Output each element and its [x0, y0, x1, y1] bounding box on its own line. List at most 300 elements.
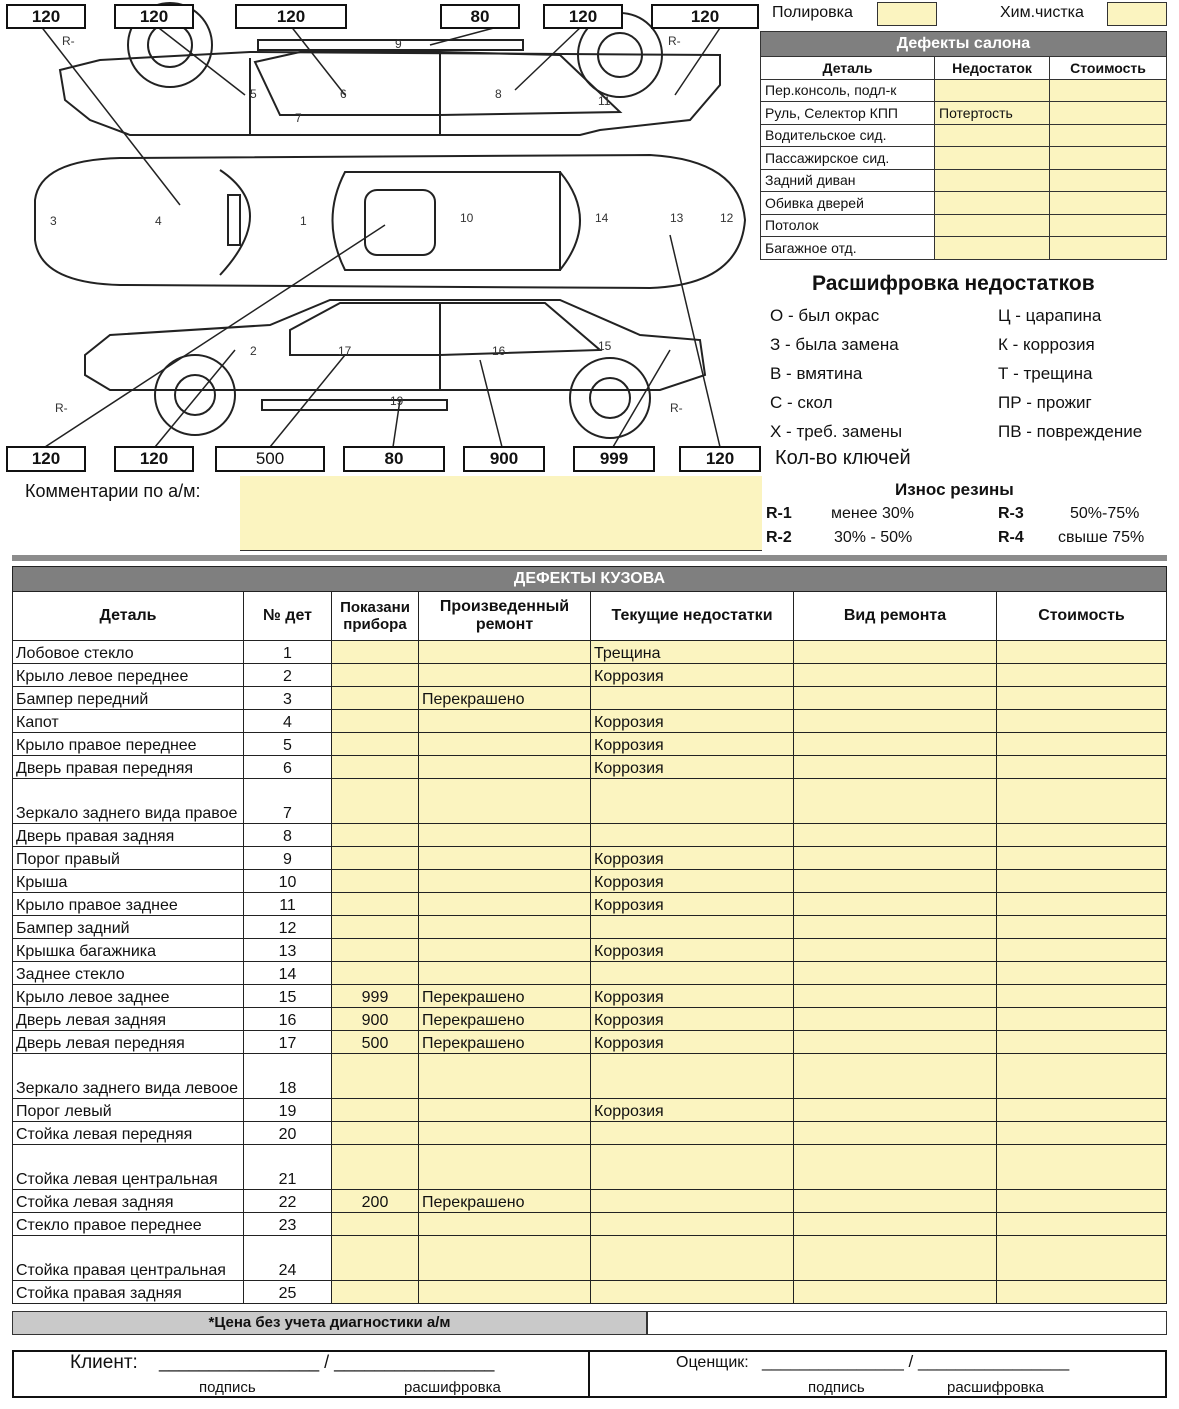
part-label-17: 17 [338, 344, 352, 358]
body-defect-cell[interactable] [591, 1054, 794, 1099]
body-repair-cell[interactable] [419, 1281, 591, 1304]
body-defect-cell[interactable]: Коррозия [591, 1099, 794, 1122]
body-repair-type-cell[interactable] [794, 939, 997, 962]
body-repair-type-cell[interactable] [794, 687, 997, 710]
salon-part: Водительское сид. [761, 124, 935, 147]
body-repair-type-cell[interactable] [794, 824, 997, 847]
body-no-cell: 7 [244, 779, 332, 824]
salon-row [761, 169, 1167, 192]
legend-item: ПВ - повреждение [998, 422, 1143, 441]
body-part-cell: Крыло правое переднее [13, 733, 244, 756]
appraiser-signature-block [588, 1350, 1167, 1398]
body-repair-cell[interactable] [419, 916, 591, 939]
body-gauge-cell[interactable] [332, 847, 419, 870]
body-repair-type-cell[interactable] [794, 664, 997, 687]
body-part-cell: Стойка левая центральная [13, 1145, 244, 1190]
body-gauge-cell[interactable] [332, 733, 419, 756]
body-defect-cell[interactable]: Коррозия [591, 1008, 794, 1031]
body-cost-cell[interactable] [997, 1145, 1167, 1190]
body-repair-cell[interactable] [419, 733, 591, 756]
body-cost-cell[interactable] [997, 1031, 1167, 1054]
body-repair-cell[interactable]: Перекрашено [419, 985, 591, 1008]
body-repair-type-cell[interactable] [794, 870, 997, 893]
body-part-cell: Зеркало заднего вида правое [13, 779, 244, 824]
body-defect-cell[interactable]: Трещина [591, 641, 794, 664]
body-repair-cell[interactable]: Перекрашено [419, 687, 591, 710]
part-label-5: 5 [250, 87, 257, 101]
body-repair-type-cell[interactable] [794, 1008, 997, 1031]
tire-value: свыше 75% [1058, 529, 1145, 546]
body-part-cell: Крыло левое заднее [13, 985, 244, 1008]
body-cost-cell[interactable] [997, 641, 1167, 664]
salon-cost[interactable] [1050, 192, 1167, 215]
part-label-12: 12 [720, 211, 734, 225]
salon-defects-table [760, 31, 1167, 260]
comments-label: Комментарии по а/м: [25, 481, 201, 501]
body-repair-type-cell[interactable] [794, 1145, 997, 1190]
body-repair-cell[interactable] [419, 1099, 591, 1122]
table-row [13, 1054, 1167, 1099]
table-row [13, 641, 1167, 664]
body-col-repair: Произведенный ремонт [419, 592, 591, 641]
body-defect-cell[interactable] [591, 1145, 794, 1190]
legend-item: К - коррозия [998, 335, 1095, 354]
comments-field[interactable] [240, 476, 762, 551]
body-repair-type-cell[interactable] [794, 710, 997, 733]
body-cost-cell[interactable] [997, 779, 1167, 824]
body-repair-cell[interactable] [419, 847, 591, 870]
body-repair-type-cell[interactable] [794, 1281, 997, 1304]
body-gauge-cell[interactable] [332, 1213, 419, 1236]
body-defect-cell[interactable] [591, 962, 794, 985]
legend-item: З - была замена [770, 335, 899, 354]
body-cost-cell[interactable] [997, 870, 1167, 893]
body-no-cell: 20 [244, 1122, 332, 1145]
table-row [13, 1031, 1167, 1054]
wheel-mark: R- [668, 34, 681, 48]
salon-defect[interactable] [935, 214, 1050, 237]
salon-cost[interactable] [1050, 79, 1167, 102]
body-gauge-cell[interactable] [332, 893, 419, 916]
body-no-cell: 14 [244, 962, 332, 985]
table-row [13, 1190, 1167, 1213]
salon-defect[interactable] [935, 79, 1050, 102]
body-gauge-cell[interactable] [332, 916, 419, 939]
body-no-cell: 16 [244, 1008, 332, 1031]
body-defect-cell[interactable] [591, 1213, 794, 1236]
table-row [13, 733, 1167, 756]
body-repair-cell[interactable] [419, 939, 591, 962]
body-cost-cell[interactable] [997, 733, 1167, 756]
gauge-box-bottom-2: 120 [114, 446, 194, 472]
body-no-cell: 21 [244, 1145, 332, 1190]
body-cost-cell[interactable] [997, 1008, 1167, 1031]
footnote-blank [647, 1311, 1167, 1335]
legend-title: Расшифровка недостатков [812, 272, 1095, 295]
table-row [13, 870, 1167, 893]
dryclean-label: Хим.чистка [1000, 4, 1084, 21]
body-part-cell: Зеркало заднего вида левоое [13, 1054, 244, 1099]
part-label-15: 15 [598, 339, 612, 353]
polish-field[interactable] [877, 2, 937, 26]
body-part-cell: Дверь правая задняя [13, 824, 244, 847]
body-no-cell: 13 [244, 939, 332, 962]
salon-row [761, 214, 1167, 237]
body-part-cell: Дверь левая передняя [13, 1031, 244, 1054]
body-part-cell: Крыло левое переднее [13, 664, 244, 687]
body-repair-cell[interactable] [419, 824, 591, 847]
body-repair-type-cell[interactable] [794, 779, 997, 824]
body-repair-cell[interactable]: Перекрашено [419, 1031, 591, 1054]
body-defects-table [12, 566, 1167, 1304]
body-col-cost: Стоимость [997, 592, 1167, 641]
body-gauge-cell[interactable]: 999 [332, 985, 419, 1008]
gauge-box-bottom-1: 120 [6, 446, 86, 472]
body-repair-type-cell[interactable] [794, 985, 997, 1008]
client-decode-caption: расшифровка [404, 1379, 501, 1396]
body-cost-cell[interactable] [997, 687, 1167, 710]
part-label-16: 16 [492, 344, 506, 358]
salon-part: Пер.консоль, подл-к [761, 79, 935, 102]
body-cost-cell[interactable] [997, 1213, 1167, 1236]
body-cost-cell[interactable] [997, 1281, 1167, 1304]
salon-part: Задний диван [761, 169, 935, 192]
body-no-cell: 10 [244, 870, 332, 893]
salon-defect[interactable] [935, 192, 1050, 215]
body-no-cell: 11 [244, 893, 332, 916]
wheel-mark: R- [62, 34, 75, 48]
part-label-9: 9 [395, 37, 402, 51]
body-defect-cell[interactable] [591, 916, 794, 939]
body-cost-cell[interactable] [997, 893, 1167, 916]
table-row [13, 687, 1167, 710]
body-part-cell: Стойка левая передняя [13, 1122, 244, 1145]
body-no-cell: 17 [244, 1031, 332, 1054]
body-repair-type-cell[interactable] [794, 1122, 997, 1145]
gauge-box-top-4: 80 [440, 4, 520, 29]
gauge-box-top-1: 120 [6, 4, 86, 29]
body-cost-cell[interactable] [997, 824, 1167, 847]
table-row [13, 664, 1167, 687]
tire-code: R-3 [998, 505, 1024, 522]
gauge-box-bottom-5: 900 [463, 446, 545, 472]
body-no-cell: 3 [244, 687, 332, 710]
body-defect-cell[interactable] [591, 824, 794, 847]
body-gauge-cell[interactable] [332, 870, 419, 893]
body-repair-type-cell[interactable] [794, 1236, 997, 1281]
legend-item: С - скол [770, 393, 833, 412]
salon-defect[interactable] [935, 147, 1050, 170]
body-part-cell: Порог левый [13, 1099, 244, 1122]
body-no-cell: 22 [244, 1190, 332, 1213]
body-part-cell: Бампер задний [13, 916, 244, 939]
body-part-cell: Крыло правое заднее [13, 893, 244, 916]
body-repair-cell[interactable] [419, 779, 591, 824]
body-defect-cell[interactable] [591, 1122, 794, 1145]
body-no-cell: 24 [244, 1236, 332, 1281]
body-gauge-cell[interactable]: 900 [332, 1008, 419, 1031]
body-cost-cell[interactable] [997, 1122, 1167, 1145]
body-gauge-cell[interactable] [332, 1145, 419, 1190]
gauge-box-bottom-6: 999 [573, 446, 655, 472]
tire-value: 50%-75% [1070, 505, 1140, 522]
body-part-cell: Стекло правое переднее [13, 1213, 244, 1236]
salon-defect[interactable]: Потертость [935, 102, 1050, 125]
body-repair-cell[interactable] [419, 1213, 591, 1236]
body-repair-type-cell[interactable] [794, 1213, 997, 1236]
body-repair-cell[interactable] [419, 1054, 591, 1099]
body-repair-cell[interactable]: Перекрашено [419, 1190, 591, 1213]
body-no-cell: 4 [244, 710, 332, 733]
salon-col-defect: Недостаток [935, 57, 1050, 80]
body-defect-cell[interactable] [591, 1190, 794, 1213]
body-repair-cell[interactable] [419, 962, 591, 985]
body-defect-cell[interactable]: Коррозия [591, 664, 794, 687]
salon-cost[interactable] [1050, 169, 1167, 192]
body-part-cell: Капот [13, 710, 244, 733]
appraiser-sign-caption: подпись [808, 1379, 865, 1396]
divider [12, 555, 1167, 561]
part-label-7: 7 [295, 111, 302, 125]
salon-row [761, 102, 1167, 125]
table-row [13, 1213, 1167, 1236]
gauge-box-top-2: 120 [114, 4, 194, 29]
body-cost-cell[interactable] [997, 1099, 1167, 1122]
part-label-3: 3 [50, 214, 57, 228]
body-repair-type-cell[interactable] [794, 1031, 997, 1054]
table-row [13, 824, 1167, 847]
body-part-cell: Лобовое стекло [13, 641, 244, 664]
part-label-14: 14 [595, 211, 609, 225]
body-title: ДЕФЕКТЫ КУЗОВА [13, 567, 1167, 592]
client-sign-caption: подпись [199, 1379, 256, 1396]
body-gauge-cell[interactable] [332, 824, 419, 847]
body-cost-cell[interactable] [997, 1054, 1167, 1099]
body-repair-cell[interactable] [419, 641, 591, 664]
gauge-box-bottom-3: 500 [215, 446, 325, 472]
body-part-cell: Стойка левая задняя [13, 1190, 244, 1213]
body-defect-cell[interactable]: Коррозия [591, 870, 794, 893]
body-cost-cell[interactable] [997, 985, 1167, 1008]
salon-defect[interactable] [935, 237, 1050, 260]
salon-row [761, 192, 1167, 215]
table-row [13, 710, 1167, 733]
body-no-cell: 25 [244, 1281, 332, 1304]
part-label-10: 10 [460, 211, 474, 225]
body-cost-cell[interactable] [997, 847, 1167, 870]
body-gauge-cell[interactable] [332, 962, 419, 985]
body-defect-cell[interactable]: Коррозия [591, 710, 794, 733]
body-defect-cell[interactable]: Коррозия [591, 985, 794, 1008]
body-defect-cell[interactable]: Коррозия [591, 893, 794, 916]
body-defect-cell[interactable] [591, 1236, 794, 1281]
body-col-no: № дет [244, 592, 332, 641]
body-repair-type-cell[interactable] [794, 962, 997, 985]
table-row [13, 962, 1167, 985]
body-repair-cell[interactable] [419, 710, 591, 733]
body-cost-cell[interactable] [997, 962, 1167, 985]
table-row [13, 1281, 1167, 1304]
body-gauge-cell[interactable]: 500 [332, 1031, 419, 1054]
body-part-cell: Стойка правая задняя [13, 1281, 244, 1304]
body-cost-cell[interactable] [997, 664, 1167, 687]
body-repair-type-cell[interactable] [794, 893, 997, 916]
legend-item: Х - треб. замены [770, 422, 903, 441]
body-cost-cell[interactable] [997, 939, 1167, 962]
body-repair-type-cell[interactable] [794, 916, 997, 939]
body-defect-cell[interactable] [591, 687, 794, 710]
body-gauge-cell[interactable] [332, 779, 419, 824]
body-gauge-cell[interactable] [332, 664, 419, 687]
part-label-1: 1 [300, 214, 307, 228]
body-defect-cell[interactable]: Коррозия [591, 939, 794, 962]
salon-cost[interactable] [1050, 124, 1167, 147]
body-part-cell: Дверь левая задняя [13, 1008, 244, 1031]
body-repair-cell[interactable] [419, 1122, 591, 1145]
body-cost-cell[interactable] [997, 916, 1167, 939]
tire-code: R-2 [766, 529, 792, 546]
body-gauge-cell[interactable] [332, 1099, 419, 1122]
body-cost-cell[interactable] [997, 710, 1167, 733]
body-gauge-cell[interactable] [332, 687, 419, 710]
body-gauge-cell[interactable] [332, 1122, 419, 1145]
gauge-box-bottom-4: 80 [343, 446, 445, 472]
tire-value: менее 30% [831, 505, 914, 522]
body-no-cell: 9 [244, 847, 332, 870]
salon-row [761, 79, 1167, 102]
body-part-cell: Дверь правая передняя [13, 756, 244, 779]
table-row [13, 939, 1167, 962]
body-gauge-cell[interactable] [332, 710, 419, 733]
appraiser-decode-caption: расшифровка [947, 1379, 1044, 1396]
client-signature-line[interactable]: ________________ / ________________ [159, 1352, 495, 1372]
body-part-cell: Бампер передний [13, 687, 244, 710]
body-repair-cell[interactable] [419, 664, 591, 687]
body-repair-cell[interactable] [419, 1145, 591, 1190]
body-no-cell: 15 [244, 985, 332, 1008]
body-cost-cell[interactable] [997, 756, 1167, 779]
body-gauge-cell[interactable] [332, 939, 419, 962]
legend-item: О - был окрас [770, 306, 880, 325]
body-no-cell: 12 [244, 916, 332, 939]
part-label-2: 2 [250, 344, 257, 358]
body-gauge-cell[interactable] [332, 1054, 419, 1099]
body-defect-cell[interactable] [591, 779, 794, 824]
body-no-cell: 19 [244, 1099, 332, 1122]
body-repair-type-cell[interactable] [794, 847, 997, 870]
legend-item: Ц - царапина [998, 306, 1102, 325]
table-row [13, 916, 1167, 939]
dryclean-field[interactable] [1107, 2, 1167, 26]
salon-row [761, 124, 1167, 147]
body-repair-type-cell[interactable] [794, 1099, 997, 1122]
salon-col-part: Деталь [761, 57, 935, 80]
leader-lines [40, 25, 722, 447]
body-no-cell: 1 [244, 641, 332, 664]
body-part-cell: Крыша [13, 870, 244, 893]
body-defect-cell[interactable]: Коррозия [591, 847, 794, 870]
salon-col-cost: Стоимость [1050, 57, 1167, 80]
gauge-box-top-3: 120 [235, 4, 347, 29]
body-col-repair-type: Вид ремонта [794, 592, 997, 641]
polish-label: Полировка [772, 4, 853, 21]
body-part-cell: Стойка правая центральная [13, 1236, 244, 1281]
body-repair-type-cell[interactable] [794, 641, 997, 664]
appraiser-signature-line[interactable]: _______________ / ________________ [762, 1352, 1070, 1371]
tire-value: 30% - 50% [834, 529, 913, 546]
body-repair-cell[interactable]: Перекрашено [419, 1008, 591, 1031]
salon-cost[interactable] [1050, 237, 1167, 260]
body-no-cell: 18 [244, 1054, 332, 1099]
table-row [13, 756, 1167, 779]
legend-item: ПР - прожиг [998, 393, 1092, 412]
wheel-mark: R- [670, 401, 683, 415]
body-gauge-cell[interactable] [332, 1236, 419, 1281]
body-repair-cell[interactable] [419, 870, 591, 893]
body-defect-cell[interactable]: Коррозия [591, 1031, 794, 1054]
body-cost-cell[interactable] [997, 1190, 1167, 1213]
body-part-cell: Заднее стекло [13, 962, 244, 985]
body-no-cell: 2 [244, 664, 332, 687]
body-no-cell: 6 [244, 756, 332, 779]
body-repair-type-cell[interactable] [794, 756, 997, 779]
table-row [13, 779, 1167, 824]
appraiser-label: Оценщик: [676, 1354, 749, 1371]
body-part-cell: Крышка багажника [13, 939, 244, 962]
gauge-box-top-5: 120 [543, 4, 623, 29]
tire-wear-title: Износ резины [895, 480, 1014, 499]
body-repair-type-cell[interactable] [794, 1054, 997, 1099]
body-gauge-cell[interactable] [332, 1281, 419, 1304]
part-label-8: 8 [495, 87, 502, 101]
car-diagram [0, 0, 760, 475]
body-cost-cell[interactable] [997, 1236, 1167, 1281]
gauge-box-top-6: 120 [651, 4, 759, 29]
salon-cost[interactable] [1050, 214, 1167, 237]
part-label-11: 11 [598, 94, 611, 108]
body-defect-cell[interactable]: Коррозия [591, 756, 794, 779]
body-repair-cell[interactable] [419, 1236, 591, 1281]
body-col-gauge: Показани прибора [332, 592, 419, 641]
body-repair-type-cell[interactable] [794, 1190, 997, 1213]
salon-defect[interactable] [935, 124, 1050, 147]
salon-defect[interactable] [935, 169, 1050, 192]
legend-item: В - вмятина [770, 364, 863, 383]
body-repair-type-cell[interactable] [794, 733, 997, 756]
car-left-side-view [85, 300, 705, 438]
body-repair-cell[interactable] [419, 893, 591, 916]
salon-cost[interactable] [1050, 102, 1167, 125]
salon-part: Обивка дверей [761, 192, 935, 215]
body-gauge-cell[interactable]: 200 [332, 1190, 419, 1213]
table-row [13, 985, 1167, 1008]
body-gauge-cell[interactable] [332, 756, 419, 779]
legend-item: Т - трещина [998, 364, 1093, 383]
salon-part: Пассажирское сид. [761, 147, 935, 170]
body-no-cell: 5 [244, 733, 332, 756]
client-signature-block [12, 1350, 590, 1398]
salon-cost[interactable] [1050, 147, 1167, 170]
body-defect-cell[interactable] [591, 1281, 794, 1304]
body-defect-cell[interactable]: Коррозия [591, 733, 794, 756]
tire-code: R-4 [998, 529, 1024, 546]
car-top-view [35, 155, 745, 288]
part-label-19: 19 [390, 394, 404, 408]
body-repair-cell[interactable] [419, 756, 591, 779]
gauge-box-bottom-7: 120 [679, 446, 761, 472]
body-gauge-cell[interactable] [332, 641, 419, 664]
body-part-cell: Порог правый [13, 847, 244, 870]
